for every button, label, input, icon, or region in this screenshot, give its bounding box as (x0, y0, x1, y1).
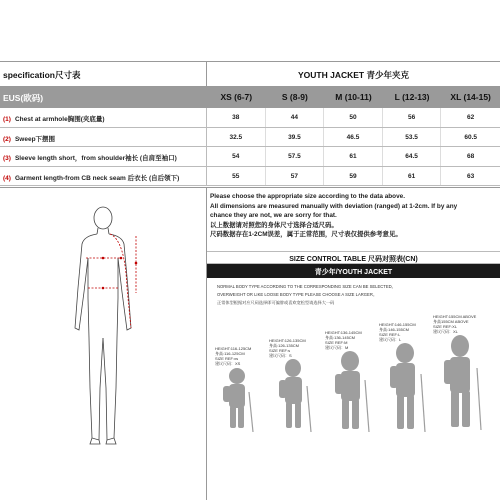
kid-size-en: SIZE REF:XL (433, 324, 458, 329)
row-label-text: Garment length-from CB neck seam 后衣长 (自后领下) (14, 174, 180, 182)
kid-height-en: HEIGHT:116-125CM (215, 346, 252, 351)
cell-value: 56 (383, 108, 442, 127)
header-row (0, 61, 500, 87)
guide-line: OVERWEIGHT OR LIKE LOOSE BODY TYPE PLEASE CHOOSE A SIZE LARGER。 (217, 292, 378, 297)
kid-size-cn: 建议尺码：S (269, 353, 292, 358)
kid-size-cn: 建议尺码：L (379, 337, 402, 342)
size-header-row (0, 87, 500, 108)
row-number: (4) (3, 174, 11, 182)
note-line: 以上数据请对照您的身体尺寸选择合适尺码。 (210, 221, 338, 229)
row-label-text: Sweep下摆围 (14, 135, 56, 143)
cell-value: 50 (324, 108, 383, 127)
kid-size-en: SIZE REF:M (325, 340, 348, 345)
note-line: Please choose the appropriate size according to the data above. (210, 193, 405, 200)
kid-height-cn: 身高:146-155CM (379, 327, 410, 332)
kid-height-en: HEIGHT:155CM ABOVE (433, 314, 477, 319)
kid-height-cn: 身高:126-135CM (269, 343, 300, 348)
kid-height-en: HEIGHT:146-155CM (379, 322, 416, 327)
cell-value: 46.5 (324, 128, 383, 147)
youth-jacket-bar: 青少年/YOUTH JACKET (207, 264, 500, 278)
notes-and-size-control (207, 188, 500, 500)
kid-height-en: HEIGHT:136-145CM (325, 330, 362, 335)
kid-height-en: HEIGHT:126-135CM (269, 338, 306, 343)
kid-height-cn: 身高155CM ABOVE (433, 319, 469, 324)
cell-value: 63 (467, 172, 475, 180)
cell-value: 44 (266, 108, 325, 127)
size-col-xs: XS (6-7) (220, 92, 253, 102)
note-line: chance they are not, we are sorry for that. (210, 212, 337, 220)
cell-value: 61 (324, 147, 383, 166)
kid-size-cn: 建议尺码：XS (215, 361, 241, 366)
table-row (0, 147, 500, 167)
product-title: YOUTH JACKET 青少年夹克 (298, 70, 409, 80)
table-row (0, 108, 500, 128)
row-number: (3) (3, 155, 11, 162)
kid-xl (433, 314, 489, 434)
kid-m (325, 330, 377, 436)
size-col-s: S (8-9) (281, 92, 308, 102)
cell-value: 62 (467, 114, 475, 121)
kid-xs (215, 346, 263, 436)
table-row (0, 167, 500, 187)
measurement-rows (0, 108, 500, 186)
size-guide-text (217, 283, 497, 307)
cell-value: 68 (467, 153, 475, 160)
cell-value: 38 (207, 108, 266, 127)
kid-size-en: SIZE REF:L (379, 332, 401, 337)
size-col-xl: XL (14-15) (450, 92, 491, 102)
child-measurement-figure-icon (0, 188, 207, 500)
child-hiker-icon (379, 342, 433, 436)
note-line: All dimensions are measured manually with deviation (ranged) at 1-2cm. If by any (210, 202, 458, 210)
kid-l (379, 322, 433, 436)
kid-size-cn: 建议尺码：M (325, 345, 349, 350)
spec-label: specification尺寸表 (0, 62, 207, 86)
child-hiker-icon (269, 358, 319, 436)
kid-s (269, 338, 319, 436)
kid-height-cn: 身高:116-125CM (215, 351, 245, 356)
kid-size-en: SIZE REF:xs (215, 356, 239, 361)
guide-line: NORMAL BODY TYPE ACCORDING TO THE CORRESPONDING SIZE CAN BE SELECTED。 (217, 284, 396, 289)
size-col-l: L (12-13) (394, 92, 430, 102)
cell-value: 60.5 (464, 133, 477, 141)
row-label-text: Sleeve length short，from shoulder袖长 (自肩至袖口) (14, 155, 177, 162)
child-hiker-icon (433, 334, 489, 434)
cell-value: 55 (207, 167, 266, 186)
cell-value: 59 (324, 167, 383, 186)
eus-label: EUS(欧码) (3, 93, 44, 103)
kid-size-en: SIZE REF:s (269, 348, 291, 353)
cell-value: 61 (383, 167, 442, 186)
row-label (0, 147, 207, 166)
size-control-title: SIZE CONTROL TABLE 尺码对照表(CN) (207, 251, 500, 264)
size-notes (207, 188, 500, 240)
cell-value: 39.5 (266, 128, 325, 147)
cell-value: 57 (266, 167, 325, 186)
cell-value: 53.5 (383, 128, 442, 147)
table-row (0, 128, 500, 148)
row-label (0, 108, 207, 127)
lower-section (0, 187, 500, 500)
row-number: (2) (3, 135, 11, 143)
kid-size-cn: 建议尺码：XL (433, 329, 458, 334)
note-line: 尺码数据存在1-2CM误差，属于正常范围，尺寸表仅提供参考意见。 (210, 231, 402, 239)
size-col-m: M (10-11) (335, 92, 372, 102)
row-number: (1) (3, 116, 11, 123)
kid-height-cn: 身高:136-145CM (325, 335, 356, 340)
measurement-figure-panel (0, 188, 207, 500)
guide-line: 正常体型根据对应尺码选择即可偏胖或喜欢宽松型请选择大一码 (217, 300, 335, 305)
child-hiker-icon (325, 350, 377, 436)
cell-value: 32.5 (207, 128, 266, 147)
cell-value: 64.5 (383, 147, 442, 166)
cell-value: 57.5 (266, 147, 325, 166)
child-hiker-icon (215, 366, 263, 436)
row-label-text: Chest at armhole胸围(夹底量) (14, 116, 105, 123)
cell-value: 54 (207, 147, 266, 166)
row-label (0, 128, 207, 147)
row-label (0, 167, 207, 186)
